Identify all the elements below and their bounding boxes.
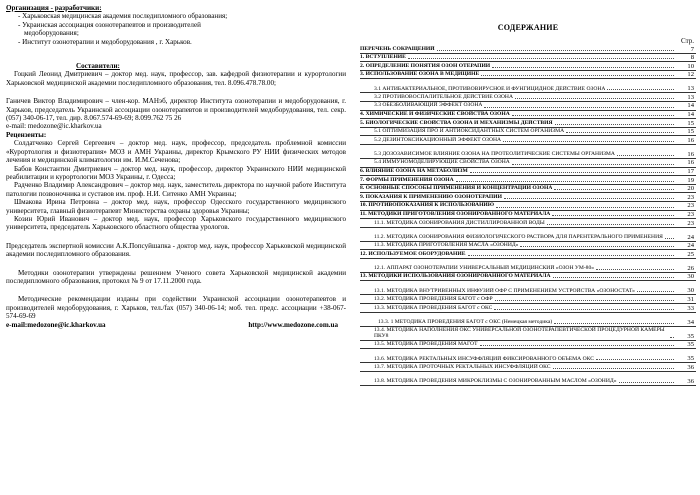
toc-entry-page: 12: [687, 71, 694, 79]
authors-heading: Составители:: [76, 62, 120, 71]
toc-entry: [360, 119, 696, 128]
toc-leader-dots: [512, 115, 674, 116]
toc-entry: [360, 93, 696, 102]
toc-entry: [360, 54, 696, 63]
toc-entry: [360, 102, 696, 111]
toc-entry-page: 26: [687, 264, 694, 272]
toc-leader-dots: [665, 238, 674, 239]
toc-entry-title: 13.4. МЕТОДИКА НАПОЛНЕНИЯ ОКС УНИВЕРСАЛЬНОЙ ОЗОНОТЕРАПЕВТИЧЕСКОЙ ПРОЦЕДУРНОЙ КАМЕРЫ ПКУ8: [374, 326, 665, 340]
toc-leader-dots: [566, 132, 674, 133]
toc-entry-page: 15: [687, 128, 694, 136]
reviewer-entry: Солдатченко Сергей Сергеевич – доктор мед. наук, профессор, председатель проблемной комиссии «Курортология и физиотерапия» МОЗ и АМН Украины, директор Крымского РУ НИИ физических методов лечения и медицинской климатологии им. И.М.Сеченова;: [6, 139, 346, 165]
toc-entry-title: 3.3 ОБЕЗБОЛИВАЮЩИЙ ЭФФЕКТ ОЗОНА: [374, 102, 483, 109]
toc-entry: [360, 111, 696, 120]
toc-entry-page: 23: [687, 211, 694, 218]
toc-entry-page: 31: [687, 295, 694, 303]
toc-entry-page: 16: [687, 136, 694, 144]
toc-entry: [360, 349, 696, 363]
toc-entry-title: 13.1. МЕТОДИКА ВНУТРИВЕННЫХ ИНФУЗИЙ ОФР С ПРИМЕНЕНИЕМ УСТРОЙСТВА «ОЗОНОСТАТ»: [374, 287, 635, 294]
toc-entry: [360, 372, 696, 386]
toc-leader-dots: [670, 337, 674, 338]
toc-entry-page: 7: [690, 45, 694, 53]
toc-leader-dots: [554, 189, 674, 190]
toc-entry-title: 13. МЕТОДИКИ ИСПОЛЬЗОВАНИЯ ОЗОНИРОВАННОГО МАТЕРИАЛА: [360, 273, 551, 280]
toc-leader-dots: [554, 323, 674, 324]
toc-entry-page: 13: [687, 85, 694, 93]
toc-leader-dots: [437, 50, 674, 51]
toc-leader-dots: [504, 198, 674, 199]
toc-page-column-header: Стр.: [681, 37, 694, 45]
toc-entry: [360, 273, 696, 282]
toc-entry-page: 14: [687, 102, 694, 110]
left-column: [6, 4, 346, 329]
toc-entry: [360, 219, 696, 228]
org-line: - Харьковская медицинская академия последипломного образования;: [18, 12, 228, 21]
approval-note: Методики озонотерапии утверждены решением Ученого совета Харьковской медицинской академии последипломного образования, протокол № 9 от 17.11.2000 года.: [6, 268, 346, 285]
toc-leader-dots: [547, 224, 674, 225]
toc-leader-dots: [619, 382, 675, 383]
author-entry: Гоцкий Леонид Дмитриевич – доктор мед. наук, профессор, зав. кафедрой физиотерапии и курортологии Харьковской медицинской академии последипломного образования, тел. 8.096.478.78.00;: [6, 70, 346, 87]
toc-entry-page: 10: [687, 62, 694, 70]
toc-leader-dots: [552, 215, 674, 216]
toc-leader-dots: [496, 207, 674, 208]
toc-entry: [360, 62, 696, 71]
toc-leader-dots: [555, 124, 674, 125]
expert-commission: [6, 242, 346, 259]
toc-leader-dots: [503, 141, 674, 142]
toc-entry-page: 23: [687, 219, 694, 227]
toc-entry-title: 10. ПРОТИВОПОКАЗАНИЯ К ИСПОЛЬЗОВАНИЮ: [360, 202, 495, 209]
toc-entry-page: 8: [690, 54, 694, 62]
toc-leader-dots: [596, 359, 674, 360]
toc-entry-title: 1. ВСТУПЛЕНИЕ: [360, 54, 406, 61]
toc-entry-title: 11. МЕТОДИКИ ПРИГОТОВЛЕНИЯ ОЗОНИРОВАННОГО МАТЕРИАЛА: [360, 211, 551, 217]
toc-entry-title: 13.8. МЕТОДИКА ПРОВЕДЕНИЯ МИКРОКЛИЗМЫ С ОЗОНИРОВАННЫМ МАСЛОМ «ОЗОНИД»: [374, 378, 617, 385]
toc-entry-page: 23: [687, 202, 694, 210]
reviewer-entry: Бабов Константин Дмитриевич – доктор мед. наук, профессор, директор Украинского НИИ медицинской реабилитации и курортологии МОЗ Украины, г. Одесса;: [6, 164, 346, 181]
toc-title: СОДЕРЖАНИЕ: [497, 23, 559, 32]
reviewer-entry: Шмакова Ирина Петровна – доктор мед. наук, профессор Одесского государственного медицинского университета, главный физиотерапевт Министерства охраны здоровья Украины;: [6, 198, 346, 215]
org-heading: Организация - разработчики:: [6, 4, 102, 12]
toc-entry-page: 25: [687, 250, 694, 258]
toc-entry-title: 5. БИОЛОГИЧЕСКИЕ СВОЙСТВА ОЗОНА И МЕХАНИЗМЫ ДЕЙСТВИЯ: [360, 119, 553, 126]
toc-entry: [360, 202, 696, 211]
toc-entry-title: ПЕРЕЧЕНЬ СОКРАЩЕНИЙ: [360, 45, 435, 52]
toc-leader-dots: [617, 155, 674, 156]
toc-entry: [360, 341, 696, 350]
toc-entry: [360, 136, 696, 145]
toc-entry-page: 17: [687, 168, 694, 176]
toc-entry-title: 5.3 ДОЗОЗАВИСИМОЕ ВЛИЯНИЕ ОЗОНА НА ПРОТЕОЛИТИЧЕСКИЕ СИСТЕМЫ ОРГАНИЗМА: [374, 151, 615, 158]
toc-entry-title: 5.2 ДЕЗИНТОКСИКАЦИОННЫЙ ЭФФЕКТ ОЗОНА: [374, 136, 502, 143]
toc-entry-title: 5.4 ИММУНОМОДЕЛИРУЮЩИЕ СВОЙСТВА ОЗОНА: [374, 159, 510, 166]
toc-entry-title: 2. ОПРЕДЕЛЕНИЕ ПОНЯТИЯ ОЗОН ОТЕРАПИИ: [360, 62, 491, 69]
toc-entry-page: 35: [687, 341, 694, 349]
toc-entry: [360, 304, 696, 313]
toc-entry-page: 19: [687, 176, 694, 184]
toc-leader-dots: [456, 181, 674, 182]
org-line: - Институт озонотерапии и медоборудования , г. Харьков.: [18, 37, 192, 46]
org-line: медоборудования;: [24, 29, 79, 38]
publication-note: Методические рекомендации изданы при содействии Украинской ассоциации озонотерапевтов и производителей медоборудования, г. Харьков, тел./fax (057) 340-06-14; моб. тел. предс. ассоциации +38-067-574-69-69: [6, 295, 346, 321]
toc-leader-dots: [468, 255, 675, 256]
toc-entry-title: 13.2. МЕТОДИКА ПРОВЕДЕНИЯ БАГОТ с ОФР: [374, 295, 493, 302]
toc-entry: [360, 128, 696, 137]
toc-leader-dots: [408, 58, 674, 59]
toc-leader-dots: [484, 107, 674, 108]
toc-list: [360, 45, 696, 386]
toc-leader-dots: [495, 300, 674, 301]
toc-entry-title: 4. ХИМИЧЕСКИЕ И ФИЗИЧЕСКИЕ СВОЙСТВА ОЗОНА: [360, 111, 510, 118]
toc-entry: [360, 185, 696, 194]
toc-entry: [360, 228, 696, 242]
toc-entry: [360, 250, 696, 259]
toc-entry-title: 9. ПОКАЗАНИЯ К ПРИМЕНЕНИЮ ОЗОНОТЕРАПИИ: [360, 193, 502, 200]
toc-leader-dots: [607, 89, 674, 90]
toc-leader-dots: [481, 75, 674, 76]
toc-entry-title: 3. ИСПОЛЬЗОВАНИЕ ОЗОНА В МЕДИЦИНЕ: [360, 71, 480, 78]
toc-entry-title: 12. ИСПОЛЬЗУЕМОЕ ОБОРУДОВАНИЕ: [360, 250, 466, 257]
toc-entry: [360, 281, 696, 295]
reviewer-entry: Радченко Владимир Александрович – доктор мед. наук, заместитель директора по научной работе Института патологии позвоночника и суставов им. проф. Н.И. Ситенко АМН Украины;: [6, 181, 346, 198]
toc-entry-page: 34: [687, 318, 694, 326]
toc-entry-page: 35: [687, 355, 694, 363]
toc-entry-page: 35: [687, 332, 694, 340]
toc-entry-title: 13.5. МЕТОДИКА ПРОВЕДЕНИЯ МАГОТ: [374, 341, 478, 348]
toc-leader-dots: [553, 368, 675, 369]
toc-entry: [360, 295, 696, 304]
toc-entry-title: 13.3. 1 МЕТОДИКА ПРОВЕДЕНИЯ БАГОТ с ОКС (Немецкая методика): [378, 319, 553, 326]
toc-entry: [360, 211, 696, 220]
toc-entry: [360, 176, 696, 185]
toc-entry: [360, 79, 696, 93]
toc-entry-title: 13.7. МЕТОДИКА ПРОТОЧНЫХ РЕКТАЛЬНЫХ ИНСУФФЛЯЦИЙ ОКС: [374, 363, 551, 370]
toc-entry-title: 12.1. АППАРАТ ОЗОНОТЕРАПИИ УНИВЕРСАЛЬНЫЙ МЕДИЦИНСКИЙ «ОЗОН УМ-80»: [374, 265, 595, 272]
author-entry: Ганичев Виктор Владимирович – член-кор. МАНэб, директор Института озонотерапии и медоборудования, г. Харьков, председатель Украинской ассоциации озонотерапевтов и производителей медоборудования, тел. секр. (057) 340-06-17, тел. дир. 8.067.574-69-69; 8.099.762 75 26: [6, 97, 346, 123]
toc-entry-title: 6. ВЛИЯНИЕ ОЗОНА НА МЕТАБОЛИЗМ: [360, 168, 468, 175]
toc-entry: [360, 242, 696, 251]
toc-entry-page: 30: [687, 287, 694, 295]
toc-entry-page: 23: [687, 193, 694, 201]
footer-website: http://www.medozone.com.ua: [248, 320, 338, 329]
toc-entry: [360, 259, 696, 273]
toc-leader-dots: [512, 164, 674, 165]
toc-entry-page: 24: [687, 242, 694, 250]
author-email: e-mail: medozone@ic.kharkov.ua: [6, 122, 102, 131]
toc-column: [360, 4, 696, 386]
toc-entry-title: 11.2. МЕТОДИКА ОЗОНИРОВАНИЯ ФИЗИОЛОГИЧЕСКОГО РАСТВОРА ДЛЯ ПАРЕНТЕРАЛЬНОГО ПРИМЕНЕНИЯ: [374, 234, 663, 241]
toc-entry-title: 3.2 ПРОТИВОВОСПАЛИТЕЛЬНОЕ ДЕЙСТВИЕ ОЗОНА: [374, 93, 513, 100]
toc-leader-dots: [480, 345, 674, 346]
toc-leader-dots: [515, 98, 674, 99]
toc-entry-page: 20: [687, 185, 694, 193]
toc-entry: [360, 313, 696, 327]
toc-entry-page: 36: [687, 363, 694, 371]
toc-entry-title: 8. ОСНОВНЫЕ СПОСОБЫ ПРИМЕНЕНИЯ И КОНЦЕНТРАЦИИ ОЗОНА: [360, 185, 553, 192]
toc-entry: [360, 71, 696, 80]
reviewers-heading: Рецензенты:: [6, 130, 47, 139]
toc-entry-page: 13: [687, 93, 694, 101]
contact-footer: [6, 321, 346, 329]
toc-entry-page: 16: [687, 150, 694, 158]
toc-entry-page: 14: [687, 111, 694, 119]
toc-leader-dots: [596, 269, 674, 270]
toc-entry-title: 5.1 ОПТИМИЗАЦИЯ ПРО И АНТИОКСИДАНТНЫХ СИСТЕМ ОРГАНИЗМА: [374, 128, 565, 135]
toc-entry: [360, 45, 696, 54]
expert-text: Председатель экспертной комиссии А.К.Попсуйшапка - доктор мед. наук, профессор Харьковской медицинской академии последипломного образования.: [6, 241, 346, 259]
toc-entry: [360, 193, 696, 202]
toc-entry: [360, 145, 696, 159]
toc-entry-title: 13.6. МЕТОДИКА РЕКТАЛЬНЫХ ИНСУФФЛЯЦИЙ ФИКСИРОВАННОГО ОБЪЕМА ОКС: [374, 355, 594, 362]
toc-leader-dots: [637, 291, 674, 292]
toc-entry: [360, 159, 696, 168]
toc-leader-dots: [470, 172, 674, 173]
toc-entry-page: 36: [687, 377, 694, 385]
toc-entry-page: 33: [687, 304, 694, 312]
footer-email: e-mail:medozone@ic.kharkov.ua: [6, 320, 106, 329]
toc-leader-dots: [494, 309, 674, 310]
toc-entry-title: 13.3. МЕТОДИКА ПРОВЕДЕНИЯ БАГОТ с ОКС: [374, 304, 493, 311]
toc-entry-title: 3.1 АНТИБАКТЕРИАЛЬНОЕ, ПРОТИВОВИРУСНОЕ И ФУНГИЦИДНОЕ ДЕЙСТВИЕ ОЗОНА: [374, 85, 606, 92]
toc-leader-dots: [553, 277, 675, 278]
toc-entry: [360, 363, 696, 372]
toc-entry-page: 16: [687, 159, 694, 167]
toc-entry-page: 15: [687, 119, 694, 127]
org-line: - Украинская ассоциация озонотерапевтов и производителей: [18, 20, 201, 29]
reviewer-entry: Козин Юрий Иванович – доктор мед. наук, профессор Харьковского государственного медицинского университета, председатель Харьковского областного общества урологов.: [6, 214, 346, 232]
toc-leader-dots: [520, 246, 674, 247]
toc-leader-dots: [492, 67, 674, 68]
toc-entry: [360, 168, 696, 177]
toc-entry-page: 30: [687, 273, 694, 281]
toc-entry: [360, 327, 696, 341]
toc-entry-page: 24: [687, 233, 694, 241]
toc-entry-title: 7. ФОРМЫ ПРИМЕНЕНИЯ ОЗОНА: [360, 176, 454, 183]
toc-entry-title: 11.3. МЕТОДИКА ПРИГОТОВЛЕНИЯ МАСЛА «ОЗОНИД»: [374, 242, 519, 249]
toc-entry-title: 11.1. МЕТОДИКА ОЗОНИРОВАНИЯ ДИСТИЛЛИРОВАННОЙ ВОДЫ: [374, 219, 545, 226]
